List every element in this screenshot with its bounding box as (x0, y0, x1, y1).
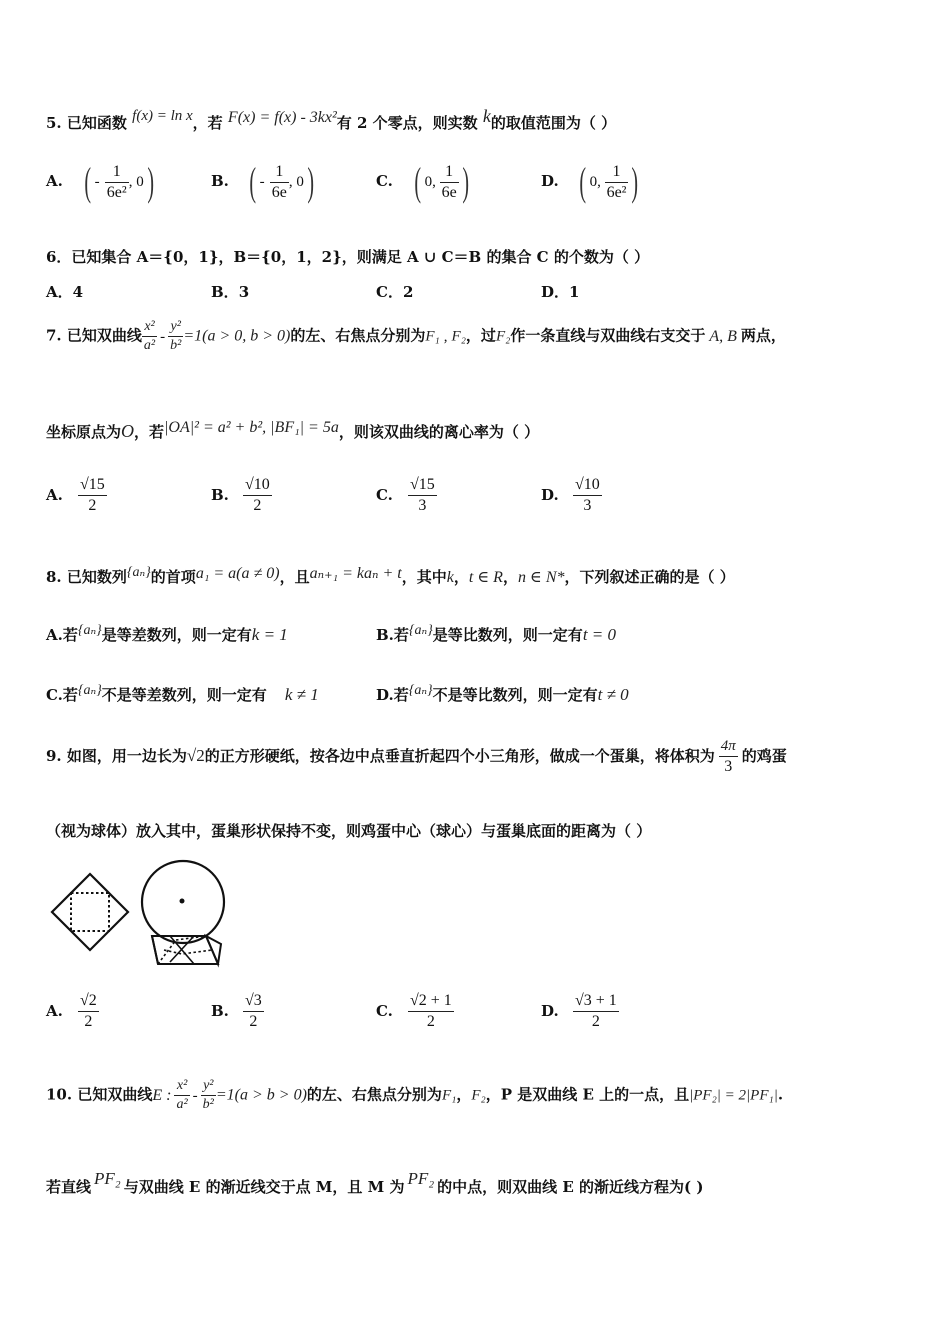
open-paren: ( (579, 159, 587, 204)
option-value: 2 (402, 283, 414, 301)
q10-text-a: 已知双曲线 (77, 1085, 153, 1104)
q7-text-c: ，过 (465, 326, 496, 345)
q10-frac-x: $\frac{\text{x²}}{\text{a²}}$ (176, 1078, 188, 1112)
q9-text-a: 如图，用一边长为 (66, 747, 187, 765)
fraction: $\frac{1}{6e}$ (441, 162, 457, 201)
q7-line2-b: ，若 (134, 423, 165, 441)
q5-F-def: F(x) = f(x) - 3kx² (227, 109, 337, 126)
egg-nest-figure (142, 861, 224, 964)
option-pre: 若 (393, 686, 409, 704)
option-cond: k = 1 (251, 625, 288, 644)
fraction: $\frac{1}{\text{6e²}}$ (106, 162, 127, 201)
option-label: A. (46, 485, 63, 504)
fraction: $\frac{√15}{3}$ (410, 476, 435, 514)
option-label: D. (541, 1001, 559, 1020)
q7-line2-c: ，则该双曲线的离心率为（ ） (338, 423, 540, 441)
q9-stem-line1 (46, 738, 787, 776)
q7-frac-y: $\frac{\text{y²}}{\text{b²}}$ (170, 319, 182, 353)
q10-PF2: PF₂ (94, 1169, 121, 1188)
q10-text-d: . (777, 1085, 784, 1104)
q10-number: 10. (46, 1085, 73, 1104)
close-paren: ) (307, 159, 314, 204)
q5-text-b: ，若 (192, 114, 223, 132)
q10-frac-y: $\frac{\text{y²}}{\text{b²}}$ (202, 1078, 214, 1112)
close-paren: ) (462, 159, 469, 204)
minus: - (192, 1087, 198, 1104)
sign: - (259, 174, 265, 190)
option-seq: {aₙ} (77, 623, 102, 638)
q8-nN: n ∈ N* (517, 569, 565, 586)
q8-number: 8. (46, 568, 62, 586)
option-pre: 若 (62, 686, 78, 704)
q10-eq-rest: =1(a > b > 0) (215, 1086, 307, 1104)
q8-k: k (446, 569, 454, 586)
q9-option-c[interactable] (376, 992, 454, 1031)
q6-option-b[interactable] (211, 281, 249, 302)
q6-stem: 6．已知集合 A＝{0，1}，B＝{0，1，2}，则满足 A ∪ C＝B 的集合 C 的个数为（ ） (46, 248, 650, 266)
q5-option-d[interactable] (541, 159, 642, 204)
q10-stem-line2 (46, 1169, 704, 1197)
minus: - (160, 328, 166, 345)
q7-number: 7. (46, 326, 62, 345)
q8-tR: t ∈ R (468, 569, 503, 586)
q10-E: E : (152, 1086, 172, 1104)
q9-option-a[interactable] (46, 992, 99, 1031)
option-label: C． (376, 283, 403, 301)
q8-option-b[interactable] (376, 624, 616, 645)
q7-eq-rest: =1(a > 0, b > 0) (183, 327, 291, 345)
q10-PF2b: PF₂ (407, 1169, 435, 1188)
q5-text-c: 有 2 个零点，则实数 (336, 114, 478, 132)
q8-a1: a₁ = a(a ≠ 0) (195, 565, 280, 582)
q9-side: √2 (186, 746, 205, 765)
post: , 0 (128, 174, 144, 190)
q9-option-b[interactable] (211, 992, 264, 1031)
q8-rec: aₙ₊₁ = kaₙ + t (309, 565, 402, 582)
q5-text-d: 的取值范围为（ ） (490, 114, 617, 132)
open-paren: ( (84, 159, 92, 204)
q10-F2: F₂ (471, 1087, 486, 1104)
option-value: 1 (569, 283, 580, 301)
q7-F2: F₂ (451, 328, 466, 345)
q5-option-c[interactable] (376, 159, 472, 204)
open-paren: ( (249, 159, 257, 204)
option-label: D. (541, 172, 559, 190)
option-seq: {aₙ} (408, 683, 433, 698)
q7-option-d[interactable] (541, 476, 602, 515)
option-label: B. (376, 626, 394, 644)
fraction: $\frac{√10}{3}$ (575, 476, 600, 514)
option-label: A． (46, 283, 73, 301)
q9-text-c: 的鸡蛋 (741, 747, 787, 765)
sep: ， (502, 568, 518, 586)
option-post: 是等差数列，则一定有 (101, 626, 252, 644)
q8-text-b: 的首项 (150, 568, 196, 586)
q7-stem-line2 (46, 421, 539, 442)
option-label: C. (376, 1001, 393, 1020)
q8-option-d[interactable] (376, 684, 629, 705)
q9-volume-fraction: $\frac{4\pi}{3}$ (720, 738, 736, 775)
option-cond: k ≠ 1 (284, 685, 319, 704)
sign: - (94, 174, 100, 190)
q6-option-d[interactable] (541, 281, 579, 302)
option-label: D. (376, 686, 394, 704)
q7-option-b[interactable] (211, 476, 272, 515)
fraction: $\frac{√10}{2}$ (245, 476, 270, 514)
q10-line2-b: 与双曲线 E 的渐近线交于点 M，且 M 为 (123, 1178, 405, 1196)
fraction: $\frac{√2}{2}$ (80, 992, 97, 1030)
option-cond: t = 0 (582, 625, 617, 644)
q5-number: 5. (46, 114, 62, 132)
option-label: B． (211, 283, 239, 301)
option-label: C. (376, 485, 393, 504)
q5-k: k (482, 106, 491, 126)
close-paren: ) (147, 159, 154, 204)
option-value: 4 (72, 283, 84, 301)
q10-F1: F₁ (441, 1087, 457, 1104)
fraction: $\frac{1}{\text{6e²}}$ (606, 162, 627, 201)
q10-stem-line1 (46, 1078, 783, 1113)
q7-cond: |OA|² = a² + b², |BF₁| = 5a (164, 419, 339, 436)
fraction: $\frac{√2 + 1}{2}$ (410, 992, 452, 1030)
q9-figure (46, 858, 231, 970)
option-label: B. (211, 172, 229, 190)
option-label: D. (541, 485, 559, 504)
q7-O: O (121, 421, 135, 441)
q8-seq: {aₙ} (126, 565, 151, 580)
pre: 0, (424, 174, 440, 190)
sep: ， (456, 1085, 472, 1104)
q8-text-c: ，且 (279, 568, 310, 586)
q8-text-e: ，下列叙述正确的是（ ） (564, 568, 735, 586)
q8-option-c[interactable] (46, 684, 319, 705)
option-seq: {aₙ} (408, 623, 433, 638)
q7-option-a[interactable] (46, 476, 107, 515)
q7-line2-a: 坐标原点为 (46, 423, 122, 441)
q7-text-b: 的左、右焦点分别为 (290, 326, 426, 345)
q7-stem-line1 (46, 319, 786, 354)
q10-line2-a: 若直线 (46, 1178, 92, 1196)
q8-stem (46, 566, 735, 587)
option-post: 不是等差数列，则一定有 (101, 686, 267, 704)
q5-text-a: 已知函数 (66, 114, 127, 132)
q8-text-a: 已知数列 (66, 568, 127, 586)
q6-option-c[interactable] (376, 281, 413, 302)
option-cond: t ≠ 0 (597, 685, 629, 704)
q6-option-a[interactable] (46, 281, 83, 302)
q8-option-a[interactable] (46, 624, 288, 645)
q5-option-b[interactable] (211, 159, 317, 204)
sep: , (443, 328, 448, 345)
paper-square-figure (52, 874, 128, 950)
pre: 0, (589, 174, 605, 190)
q7-text-a: 已知双曲线 (66, 326, 142, 345)
q10-text-c: ，P 是双曲线 E 上的一点，且 (485, 1085, 690, 1104)
q9-option-d[interactable] (541, 992, 619, 1031)
option-post: 是等比数列，则一定有 (432, 626, 583, 644)
q7-text-e: 两点， (740, 326, 786, 345)
q5-f-def: f(x) = ln x (132, 108, 193, 124)
option-label: B. (211, 485, 229, 504)
q5-stem (46, 106, 617, 133)
option-label: C. (376, 172, 393, 190)
option-pre: 若 (62, 626, 78, 644)
fraction: $\frac{√15}{2}$ (80, 476, 105, 514)
option-label: D． (541, 283, 570, 301)
sep: ， (453, 568, 469, 586)
q7-text-d: 作一条直线与双曲线右支交于 (510, 326, 706, 345)
q9-text-b: 的正方形硬纸，按各边中点垂直折起四个小三角形，做成一个蛋巢，将体积为 (204, 747, 715, 765)
open-paren: ( (414, 159, 422, 204)
q7-F1: F₁ (425, 328, 440, 345)
q5-option-a[interactable] (46, 159, 157, 204)
q7-option-c[interactable] (376, 476, 437, 515)
fraction: $\frac{1}{6e}$ (271, 162, 287, 201)
option-label: A. (46, 626, 63, 644)
option-label: C. (46, 686, 63, 704)
option-label: A. (46, 172, 63, 190)
option-label: B. (211, 1001, 229, 1020)
option-label: A. (46, 1001, 63, 1020)
option-value: 3 (238, 283, 250, 301)
fraction: $\frac{√3 + 1}{2}$ (575, 992, 617, 1030)
q10-cond: |PF₂| = 2|PF₁| (689, 1087, 778, 1104)
q10-line2-c: 的中点，则双曲线 E 的渐近线方程为( ) (437, 1178, 704, 1196)
q7-frac-x: $\frac{\text{x²}}{\text{a²}}$ (143, 319, 156, 353)
option-pre: 若 (393, 626, 409, 644)
fraction: $\frac{√3}{2}$ (245, 992, 262, 1030)
q7-AB: A, B (709, 327, 737, 345)
option-post: 不是等比数列，则一定有 (432, 686, 598, 704)
close-paren: ) (631, 159, 639, 204)
q10-text-b: 的左、右焦点分别为 (306, 1085, 442, 1104)
q8-text-d: ，其中 (401, 568, 447, 586)
option-seq: {aₙ} (77, 683, 102, 698)
q9-stem-line2: （视为球体）放入其中，蛋巢形状保持不变，则鸡蛋中心（球心）与蛋巢底面的距离为（ ） (46, 822, 652, 840)
q9-number: 9. (46, 747, 62, 765)
q7-F2b: F₂ (495, 328, 511, 345)
post: , 0 (288, 174, 304, 190)
